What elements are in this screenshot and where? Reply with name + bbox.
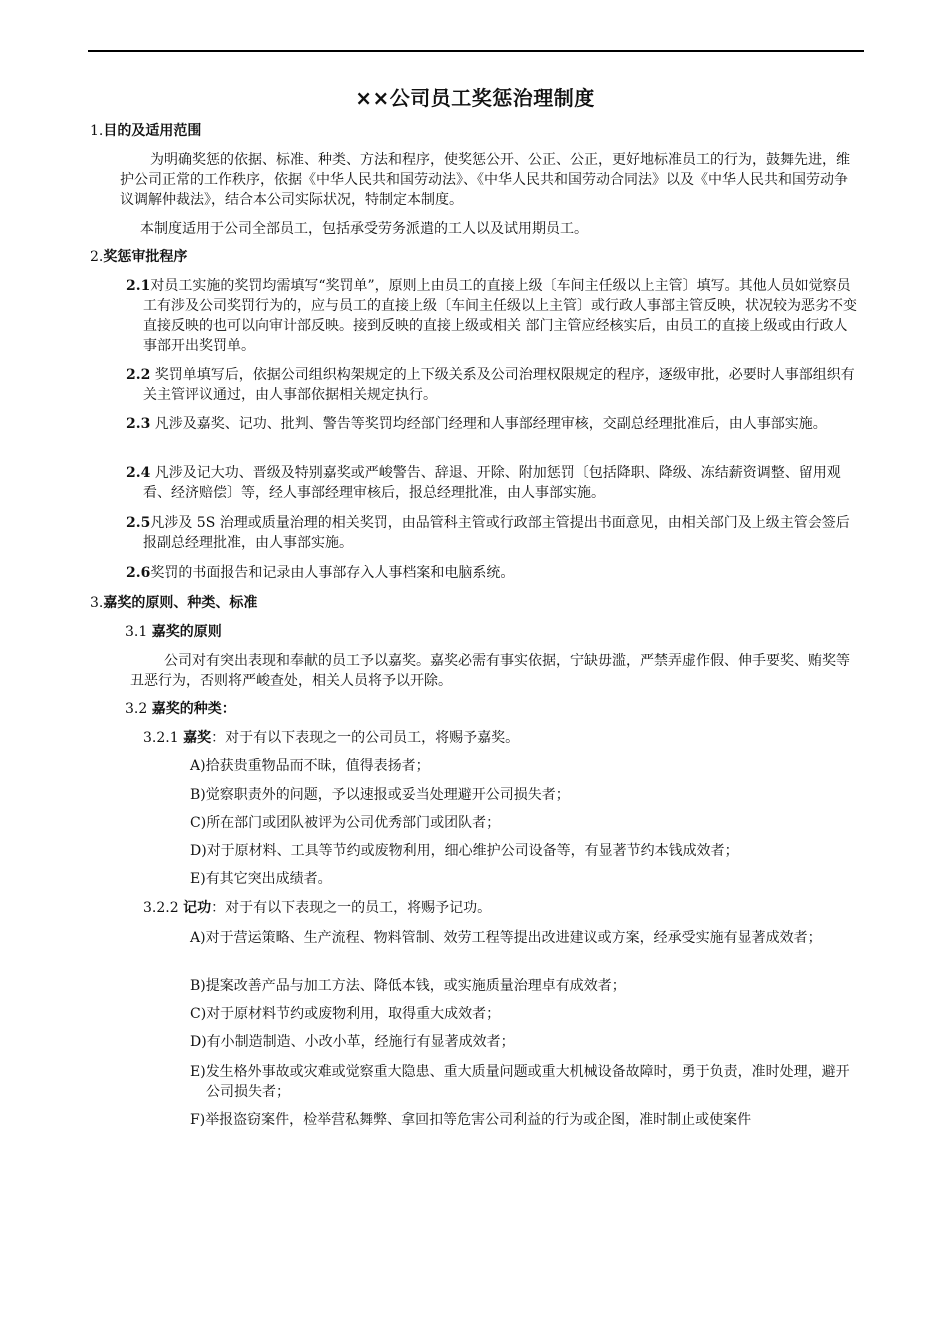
commendation-item-b — [190, 785, 860, 805]
section-2-number: 2. — [90, 249, 104, 265]
clause-2-1-text: 对员工实施的奖罚均需填写“奖罚单”，原则上由员工的直接上级〔车间主任级以上主管〕填写。其他人员如觉察员工有涉及公司奖罚行为的，应与员工的直接上级〔车间主任级以上主管〕或行政人事部主管反映，状况较为恶劣不变直接反映的也可以向审计部反映。接到反映的直接上级或相关 部门主管应经核实后，由员工的直接上级或由行政人事部开出奖罚单。 — [143, 278, 857, 354]
section-1-heading — [90, 121, 201, 141]
subsection-3-2-1-number: 3.2.1 — [143, 730, 179, 746]
section-1-title: 目的及适用范围 — [103, 123, 202, 139]
commendation-item-c — [190, 813, 860, 833]
item-key: B) — [190, 787, 206, 803]
clause-2-5-text: 凡涉及 5S 治理或质量治理的相关奖罚，由品管科主管或行政部主管提出书面意见，由相关部门及上级主管会签后报副总经理批准，由人事部实施。 — [143, 515, 850, 551]
item-key: A) — [190, 758, 206, 774]
merit-item-d — [190, 1032, 860, 1052]
section-3-heading — [90, 593, 257, 613]
item-key: C) — [190, 1006, 207, 1022]
subsection-3-2-1-intro: ：对于有以下表现之一的公司员工，将赐予嘉奖。 — [211, 730, 520, 746]
item-text: 觉察职责外的问题，予以速报或妥当处理避开公司损失者； — [205, 787, 570, 803]
section-1-number: 1. — [90, 123, 104, 139]
merit-item-f — [190, 1110, 860, 1130]
item-key: E) — [190, 871, 206, 887]
item-key: A) — [190, 930, 206, 946]
item-key: C) — [190, 815, 207, 831]
item-text: 对于营运策略、生产流程、物料管制、效劳工程等提出改进建议或方案，经承受实施有显著成效者； — [205, 930, 822, 946]
item-text: 拾获贵重物品而不昧，值得表扬者； — [205, 758, 430, 774]
clause-2-3 — [126, 414, 860, 434]
subsection-3-2-1-heading — [143, 728, 519, 748]
item-text: 有其它突出成绩者。 — [205, 871, 332, 887]
item-text: 有小制造制造、小改小革，经施行有显著成效者； — [206, 1034, 515, 1050]
item-key: F) — [190, 1112, 206, 1128]
clause-2-1 — [126, 276, 860, 356]
section-3-title: 嘉奖的原则、种类、标准 — [103, 595, 258, 611]
section-2-title: 奖惩审批程序 — [103, 249, 188, 265]
item-key: E) — [190, 1064, 206, 1080]
subsection-3-2-1-term: 嘉奖 — [183, 730, 212, 746]
section-1-paragraph-1: 为明确奖惩的依据、标准、种类、方法和程序，使奖惩公开、公正、公正，更好地标准员工的行为，鼓舞先进，维护公司正常的工作秩序，依据《中华人民共和国劳动法》、《中华人民共和国劳动合同法》以及《中华人民共和国劳动争议调解仲裁法》，结合本公司实际状况，特制定本制度。 — [120, 152, 850, 208]
clause-2-2-text: 奖罚单填写后，依据公司组织构架规定的上下级关系及公司治理权限规定的程序，逐级审批，必要时人事部组织有关主管评议通过，由人事部依据相关规定执行。 — [143, 367, 855, 403]
item-key: D) — [190, 843, 207, 859]
subsection-3-2-number: 3.2 — [125, 701, 148, 717]
merit-item-c — [190, 1004, 860, 1024]
subsection-3-1-paragraph: 公司对有突出表现和奉献的员工予以嘉奖。嘉奖必需有事实依据，宁缺毋滥，严禁弄虚作假、伸手要奖、贿奖等丑恶行为，否则将严峻查处，相关人员将予以开除。 — [130, 653, 850, 689]
clause-2-2-number: 2.2 — [126, 367, 151, 383]
header-rule — [88, 50, 864, 52]
subsection-3-2-2-intro: ：对于有以下表现之一的员工，将赐予记功。 — [211, 900, 492, 916]
clause-2-4 — [126, 463, 860, 503]
clause-2-6 — [126, 563, 860, 583]
subsection-3-1-title: 嘉奖的原则 — [151, 624, 222, 640]
section-2-heading — [90, 247, 187, 267]
subsection-3-2-title: 嘉奖的种类： — [151, 701, 236, 717]
subsection-3-1-heading — [125, 622, 222, 642]
clause-2-2 — [126, 365, 860, 405]
clause-2-4-text: 凡涉及记大功、晋级及特别嘉奖或严峻警告、辞退、开除、附加惩罚〔包括降职、降级、冻结薪资调整、留用观看、经济赔偿〕等，经人事部经理审核后，报总经理批准，由人事部实施。 — [143, 465, 841, 501]
item-text: 对于原材料、工具等节约或废物利用，细心维护公司设备等，有显著节约本钱成效者； — [206, 843, 739, 859]
clause-2-5-number: 2.5 — [126, 515, 151, 531]
merit-item-b — [190, 976, 860, 996]
clause-2-1-number: 2.1 — [126, 278, 151, 294]
item-text: 举报盗窃案件，检举营私舞弊、拿回扣等危害公司利益的行为或企图，准时制止或使案件 — [205, 1112, 752, 1128]
commendation-item-a — [190, 756, 860, 776]
clause-2-5 — [126, 513, 860, 553]
item-text: 对于原材料节约或废物利用，取得重大成效者； — [206, 1006, 501, 1022]
subsection-3-2-2-heading — [143, 898, 491, 918]
commendation-item-e — [190, 869, 860, 889]
subsection-3-2-2-number: 3.2.2 — [143, 900, 179, 916]
item-text: 发生格外事故或灾难或觉察重大隐患、重大质量问题或重大机械设备故障时，勇于负责，准时处理，避开公司损失者； — [205, 1064, 850, 1100]
clause-2-6-number: 2.6 — [126, 565, 151, 581]
item-key: D) — [190, 1034, 207, 1050]
clause-2-3-text: 凡涉及嘉奖、记功、批判、警告等奖罚均经部门经理和人事部经理审核，交副总经理批准后，由人事部实施。 — [150, 416, 827, 432]
clause-2-3-number: 2.3 — [126, 416, 151, 432]
item-key: B) — [190, 978, 206, 994]
item-text: 所在部门或团队被评为公司优秀部门或团队者； — [206, 815, 501, 831]
clause-2-4-number: 2.4 — [126, 465, 151, 481]
section-3-number: 3. — [90, 595, 104, 611]
item-text: 提案改善产品与加工方法、降低本钱，或实施质量治理卓有成效者； — [205, 978, 626, 994]
clause-2-6-text: 奖罚的书面报告和记录由人事部存入人事档案和电脑系统。 — [150, 565, 515, 581]
subsection-3-2-heading — [125, 699, 236, 719]
subsection-3-1-number: 3.1 — [125, 624, 148, 640]
merit-item-a — [190, 928, 860, 948]
merit-item-e — [190, 1062, 860, 1102]
section-1-paragraph-2: 本制度适用于公司全部员工，包括承受劳务派遣的工人以及试用期员工。 — [140, 221, 588, 237]
document-title: ××公司员工奖惩治理制度 — [355, 86, 595, 110]
subsection-3-2-2-term: 记功 — [183, 900, 212, 916]
commendation-item-d — [190, 841, 860, 861]
